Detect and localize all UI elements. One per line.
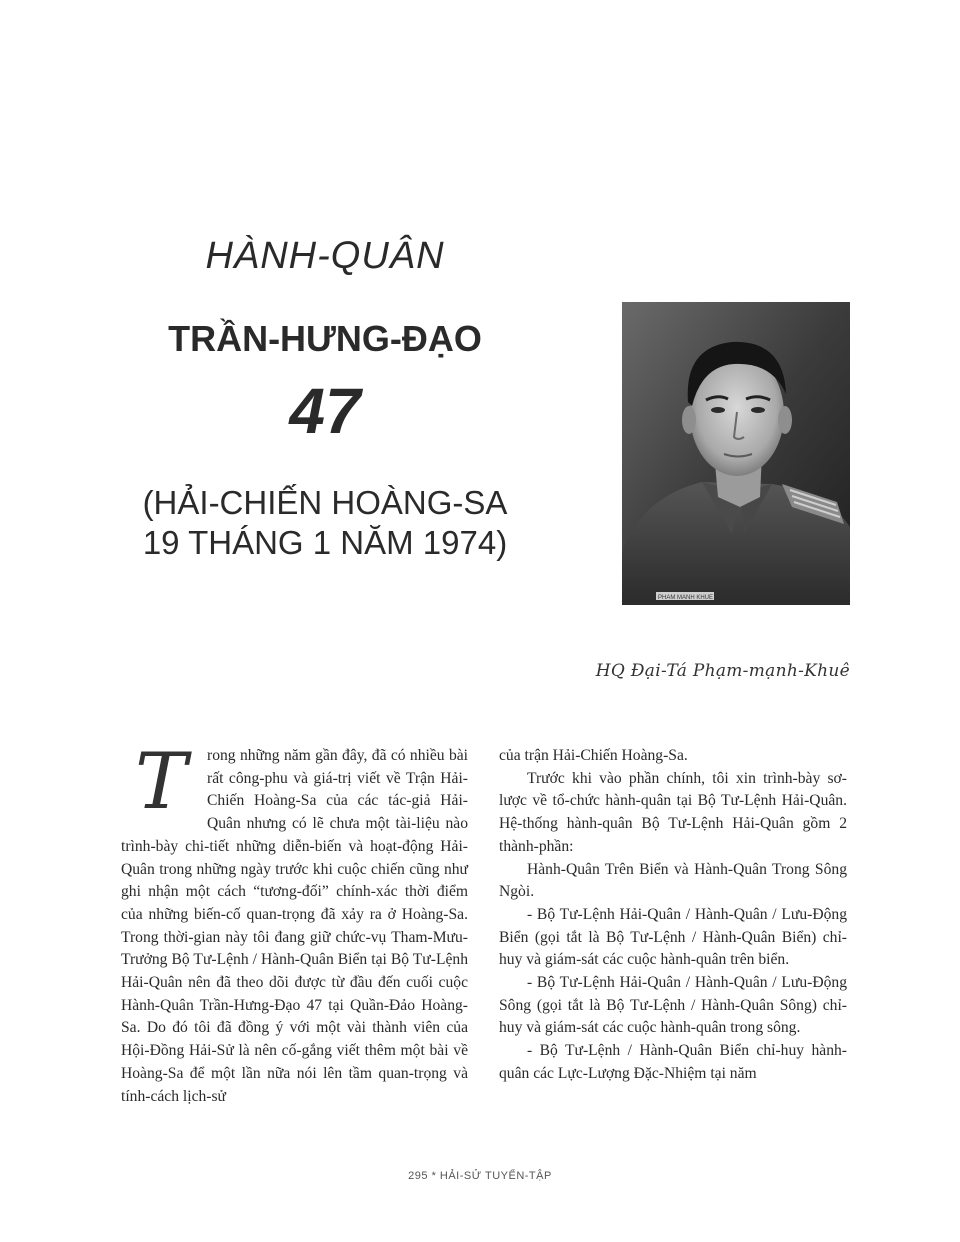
body-column-right <box>499 745 847 1086</box>
title-line-3: 47 <box>289 375 361 447</box>
body-column-left <box>121 737 468 1108</box>
author-portrait-photo <box>622 302 850 605</box>
body-paragraph: Trước khi vào phần chính, tôi xin trình-bày sơ-lược về tổ-chức hành-quân tại Bộ Tư-Lệnh Hải-Quân. Hệ-thống hành-quân Bộ Tư-Lệnh Hải-Quân gồm 2 thành-phần: <box>499 769 847 855</box>
drop-cap: T <box>134 737 188 827</box>
subtitle <box>110 483 540 562</box>
body-paragraph: của trận Hải-Chiến Hoàng-Sa. <box>499 747 688 764</box>
body-paragraph: - Bộ Tư-Lệnh Hải-Quân / Hành-Quân / Lưu-Động Biển (gọi tắt là Bộ Tư-Lệnh / Hành-Quân Biển) chỉ-huy và giám-sát các cuộc hành-quân trên biển. <box>499 905 847 969</box>
body-paragraph: - Bộ Tư-Lệnh / Hành-Quân Biển chỉ-huy hành-quân các Lực-Lượng Đặc-Nhiệm tại năm <box>499 1042 847 1082</box>
body-paragraph: Hành-Quân Trên Biển và Hành-Quân Trong Sông Ngòi. <box>499 860 847 901</box>
body-paragraph: - Bộ Tư-Lệnh Hải-Quân / Hành-Quân / Lưu-Động Sông (gọi tắt là Bộ Tư-Lệnh / Hành-Quân Sông) chỉ-huy và giám-sát các cuộc hành-quân trong sông. <box>499 974 847 1037</box>
subtitle-line-1: (HẢI-CHIẾN HOÀNG-SA <box>142 484 508 521</box>
subtitle-line-2: 19 THÁNG 1 NĂM 1974) <box>142 523 508 561</box>
photo-name-tag: PHAM MANH KHUE <box>658 595 714 601</box>
body-paragraph: rong những năm gần đây, đã có nhiều bài rất công-phu và giá-trị viết về Trận Hải-Chiến Hoàng-Sa của các tác-giả Hải-Quân nhưng có lẽ chưa một tài-liệu nào trình-bày chi-tiết những diễn-biến và hoạt-động Hải-Quân trong những ngày trước khi cuộc chiến cũng như ghi nhận một cách “tương-đối” chính-xác thời điểm của những biến-cố quan-trọng đã xảy ra ở Hoàng-Sa. Trong thời-gian này tôi đang giữ chức-vụ Tham-Mưu-Trưởng Bộ Tư-Lệnh / Hành-Quân Biển tại Bộ Tư-Lệnh Hải-Quân nên đã theo dõi được từ đầu đến cuối cuộc Hành-Quân Trần-Hưng-Đạo 47 tại Quần-Đảo Hoàng-Sa. Do đó tôi đã đồng ý với một vài thành viên của Hội-Đồng Hải-Sử là nên cố-gắng viết thêm một bài về Hoàng-Sa để một lần nữa nói lên tầm quan-trọng và tính-cách lịch-sử <box>121 747 468 1105</box>
title-line-2: TRẦN-HƯNG-ĐẠO <box>168 318 482 359</box>
article-title <box>110 225 540 562</box>
author-byline: HQ Đại-Tá Phạm-mạnh-Khuê <box>595 661 850 681</box>
title-line-1: HÀNH-QUÂN <box>205 235 445 277</box>
page-footer: 295 * HẢI-SỬ TUYỂN-TẬP <box>408 1170 552 1182</box>
